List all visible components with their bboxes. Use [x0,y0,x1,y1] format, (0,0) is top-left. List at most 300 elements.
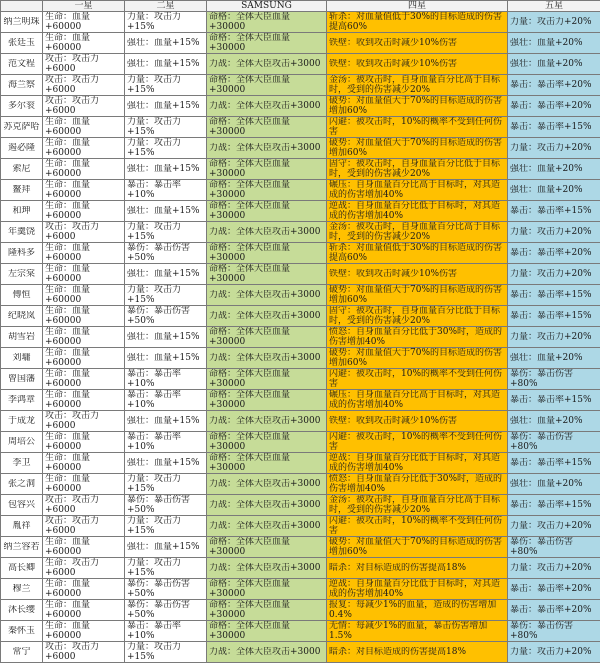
star-5-cell [508,54,600,75]
star-4-cell-text: 暗杀：对目标造成的伤害提高18% [329,563,505,573]
star-4-cell-text: 闪避：被攻击时，10%的概率不受到任何伤害 [329,369,505,389]
star-4-cell [327,558,508,579]
table-row [1,537,600,558]
star-2-cell-text: 力量：攻击力+15% [127,558,204,578]
star-4-cell-text: 金汤：被攻击时，自身血量百分比高于目标时，受到的伤害减少20% [329,222,505,242]
star-3-cell-text: 命格：全体大臣血量+30000 [209,537,324,557]
star-1-cell-text: 生命：血量+60000 [45,453,122,473]
hero-name [1,600,43,621]
star-1-cell-text: 攻击：攻击力+6000 [45,222,122,242]
star-4-cell [327,159,508,180]
hero-name [1,243,43,264]
star-5-cell [508,369,600,390]
header-star-5: 五星 [508,1,600,12]
star-4-cell-text: 斩杀：对血量值低于30%的目标造成的伤害提高60% [329,12,505,32]
table-row [1,348,600,369]
star-5-cell [508,201,600,222]
star-2-cell [125,621,207,642]
star-3-cell-text: 命格：全体大臣血量+30000 [209,621,324,641]
star-1-cell [43,369,125,390]
star-1-cell-text: 生命：血量+60000 [45,159,122,179]
star-2-cell-text: 力量：攻击力+15% [127,117,204,137]
table-row [1,180,600,201]
header-star-2: 二星 [125,1,207,12]
star-1-cell [43,348,125,369]
star-4-cell-text: 闪避：被攻击时，10%的概率不受到任何伤害 [329,516,505,536]
star-1-cell-text: 攻击：攻击力+6000 [45,54,122,74]
star-3-cell [207,54,327,75]
star-2-cell [125,453,207,474]
star-1-cell [43,432,125,453]
star-5-cell [508,138,600,159]
star-2-cell [125,348,207,369]
hero-name-text: 李鸿章 [1,395,42,405]
star-4-cell [327,33,508,54]
star-3-cell-text: 力战：全体大臣攻击+3000 [209,353,324,363]
star-3-cell-text: 命格：全体大臣血量+30000 [209,453,324,473]
star-1-cell-text: 攻击：攻击力+6000 [45,516,122,536]
star-4-cell-text: 破势：对血量值大于70%的目标造成的伤害增加60% [329,348,505,368]
star-1-cell-text: 攻击：攻击力+6000 [45,96,122,116]
star-3-cell-text: 命格：全体大臣血量+30000 [209,117,324,137]
table-row [1,390,600,411]
star-4-cell-text: 碾压：自身血量百分比高于目标时，对其造成的伤害增加40% [329,390,505,410]
star-3-cell [207,432,327,453]
star-5-cell-text: 暴击：暴击率+20% [510,584,598,594]
star-5-cell-text: 暴击：暴击率+15% [510,395,598,405]
star-2-cell-text: 力量：攻击力+15% [127,138,204,158]
star-4-cell-text: 碾压：自身血量百分比高于目标时，对其造成的伤害增加40% [329,180,505,200]
star-4-cell [327,516,508,537]
hero-name-text: 隆科多 [1,248,42,258]
star-2-cell-text: 力量：攻击力+15% [127,474,204,494]
star-1-cell-text: 生命：血量+60000 [45,33,122,53]
star-2-cell [125,369,207,390]
table-row [1,642,600,663]
table-row [1,474,600,495]
table-row [1,516,600,537]
star-2-cell-text: 暴击：暴击率+10% [127,390,204,410]
star-4-cell [327,54,508,75]
hero-name [1,180,43,201]
star-5-cell [508,453,600,474]
hero-name-text: 胤祥 [1,521,42,531]
star-3-cell-text: 命格：全体大臣血量+30000 [209,432,324,452]
star-5-cell-text: 暴击：暴击率+15% [510,311,598,321]
star-3-cell-text: 力战：全体大臣攻击+3000 [209,479,324,489]
star-1-cell [43,642,125,663]
star-5-cell-text: 暴伤：暴击伤害+80% [510,621,598,641]
hero-name-text: 鳌拜 [1,185,42,195]
star-5-cell-text: 强壮：血量+20% [510,38,598,48]
star-4-cell-text: 固守：被攻击时，自身血量百分比低于目标时，受到的伤害减少20% [329,306,505,326]
star-4-cell-text: 金汤：被攻击时，自身血量百分比高于目标时，受到的伤害减少20% [329,75,505,95]
star-5-cell [508,411,600,432]
table-row [1,600,600,621]
star-1-cell-text: 生命：血量+60000 [45,348,122,368]
star-5-cell [508,432,600,453]
star-2-cell [125,180,207,201]
star-5-cell-text: 强壮：血量+20% [510,416,598,426]
star-5-cell [508,516,600,537]
star-4-cell-text: 铁壁：收到攻击时减少10%伤害 [329,416,505,426]
hero-name-text: 苏克萨哈 [1,122,42,132]
hero-name [1,264,43,285]
star-2-cell [125,75,207,96]
star-3-cell [207,390,327,411]
star-2-cell-text: 暴伤：暴击伤害+50% [127,579,204,599]
hero-name [1,33,43,54]
star-3-cell [207,180,327,201]
star-1-cell [43,33,125,54]
star-2-cell-text: 暴击：暴击率+10% [127,432,204,452]
star-3-cell [207,12,327,33]
star-2-cell-text: 暴伤：暴击伤害+50% [127,600,204,620]
star-5-cell-text: 力量：攻击力+20% [510,332,598,342]
star-2-cell [125,264,207,285]
table-row [1,327,600,348]
star-2-cell [125,201,207,222]
hero-name [1,54,43,75]
star-3-cell [207,306,327,327]
star-1-cell [43,579,125,600]
hero-name [1,327,43,348]
hero-name [1,390,43,411]
star-2-cell [125,222,207,243]
star-3-cell [207,75,327,96]
header-name [1,1,43,12]
star-1-cell [43,327,125,348]
hero-name [1,516,43,537]
hero-name [1,285,43,306]
table-row [1,453,600,474]
star-4-cell [327,369,508,390]
star-4-cell [327,180,508,201]
star-5-cell-text: 力量：攻击力+20% [510,563,598,573]
table-body [1,12,600,663]
star-1-cell [43,411,125,432]
hero-name-text: 曾国藩 [1,374,42,384]
hero-name-text: 刘墉 [1,353,42,363]
hero-name-text: 包容兴 [1,500,42,510]
star-1-cell-text: 生命：血量+60000 [45,390,122,410]
star-2-cell-text: 力量：攻击力+15% [127,285,204,305]
star-1-cell [43,117,125,138]
star-4-cell-text: 逆战：自身血量百分比低于目标时，对其造成的伤害增加40% [329,201,505,221]
star-4-cell [327,75,508,96]
star-5-cell-text: 力量：攻击力+20% [510,143,598,153]
star-2-cell [125,138,207,159]
star-1-cell [43,222,125,243]
hero-name [1,432,43,453]
star-5-cell [508,495,600,516]
table-row [1,138,600,159]
star-3-cell-text: 力战：全体大臣攻击+3000 [209,101,324,111]
star-4-cell-text: 暗杀：对目标造成的伤害提高18% [329,647,505,657]
star-5-cell-text: 力量：攻击力+20% [510,647,598,657]
star-2-cell-text: 暴伤：暴击伤害+50% [127,495,204,515]
header-star-1: 一星 [43,1,125,12]
star-2-cell [125,495,207,516]
hero-name [1,453,43,474]
star-5-cell-text: 暴击：暴击率+15% [510,458,598,468]
star-1-cell [43,390,125,411]
star-3-cell-text: 命格：全体大臣血量+30000 [209,327,324,347]
table-row [1,285,600,306]
star-3-cell [207,495,327,516]
star-2-cell-text: 强壮：血量+15% [127,353,204,363]
hero-name [1,411,43,432]
star-4-cell [327,642,508,663]
star-5-cell [508,159,600,180]
star-2-cell-text: 力量：攻击力+15% [127,12,204,32]
star-1-cell-text: 生命：血量+60000 [45,600,122,620]
star-2-cell [125,285,207,306]
table-row [1,159,600,180]
star-2-cell [125,474,207,495]
star-3-cell [207,537,327,558]
table-row [1,243,600,264]
table-row [1,33,600,54]
star-4-cell-text: 闪避：被攻击时，10%的概率不受到任何伤害 [329,432,505,452]
star-5-cell-text: 暴伤：暴击伤害+80% [510,369,598,389]
star-3-cell-text: 命格：全体大臣血量+30000 [209,12,324,32]
table-row [1,264,600,285]
hero-name [1,558,43,579]
hero-name-text: 常宁 [1,647,42,657]
star-2-cell-text: 强壮：血量+15% [127,59,204,69]
star-2-cell [125,54,207,75]
hero-name-text: 沐长缨 [1,605,42,615]
star-4-cell-text: 逆战：自身血量百分比低于目标时，对其造成的伤害增加40% [329,453,505,473]
star-3-cell-text: 命格：全体大臣血量+30000 [209,369,324,389]
star-2-cell-text: 暴伤：暴击伤害+50% [127,243,204,263]
star-5-cell [508,600,600,621]
star-1-cell-text: 攻击：攻击力+6000 [45,495,122,515]
star-5-cell-text: 暴击：暴击率+15% [510,122,598,132]
star-5-cell-text: 强壮：血量+20% [510,164,598,174]
star-3-cell [207,264,327,285]
star-3-cell [207,138,327,159]
star-5-cell [508,579,600,600]
star-3-cell [207,600,327,621]
star-2-cell [125,516,207,537]
star-3-cell-text: 力战：全体大臣攻击+3000 [209,500,324,510]
star-4-cell [327,327,508,348]
star-3-cell-text: 力战：全体大臣攻击+3000 [209,563,324,573]
star-4-cell [327,12,508,33]
hero-name-text: 索尼 [1,164,42,174]
star-5-cell-text: 暴击：暴击率+20% [510,605,598,615]
hero-name-text: 秦怀玉 [1,626,42,636]
star-3-cell [207,558,327,579]
star-1-cell-text: 生命：血量+60000 [45,306,122,326]
star-5-cell [508,243,600,264]
star-5-cell [508,306,600,327]
star-4-cell [327,117,508,138]
star-1-cell-text: 生命：血量+60000 [45,327,122,347]
table-row [1,579,600,600]
star-5-cell-text: 力量：攻击力+20% [510,227,598,237]
star-2-cell-text: 暴伤：暴击伤害+50% [127,306,204,326]
star-5-cell-text: 暴击：暴击率+20% [510,248,598,258]
star-2-cell [125,327,207,348]
star-4-cell [327,285,508,306]
hero-name [1,96,43,117]
star-1-cell [43,600,125,621]
hero-name [1,306,43,327]
star-1-cell [43,159,125,180]
star-2-cell [125,411,207,432]
table-row [1,96,600,117]
star-2-cell [125,537,207,558]
star-5-cell [508,390,600,411]
star-3-cell [207,369,327,390]
star-3-cell-text: 命格：全体大臣血量+30000 [209,264,324,284]
star-2-cell-text: 强壮：血量+15% [127,38,204,48]
star-1-cell [43,285,125,306]
hero-name [1,222,43,243]
star-1-cell [43,495,125,516]
hero-name-text: 和珅 [1,206,42,216]
star-3-cell [207,96,327,117]
star-2-cell-text: 力量：攻击力+15% [127,75,204,95]
star-3-cell-text: 力战：全体大臣攻击+3000 [209,290,324,300]
hero-name [1,474,43,495]
star-1-cell [43,75,125,96]
star-4-cell [327,348,508,369]
star-4-cell [327,474,508,495]
table-row [1,54,600,75]
star-1-cell-text: 生命：血量+60000 [45,201,122,221]
star-4-cell-text: 固守：被攻击时，自身血量百分比低于目标时，受到的伤害减少20% [329,159,505,179]
star-1-cell [43,96,125,117]
star-5-cell [508,537,600,558]
star-3-cell [207,243,327,264]
star-3-cell-text: 力战：全体大臣攻击+3000 [209,143,324,153]
hero-name [1,159,43,180]
star-4-cell [327,138,508,159]
star-1-cell-text: 生命：血量+60000 [45,474,122,494]
star-4-cell [327,201,508,222]
hero-name-text: 傅恒 [1,290,42,300]
star-3-cell-text: 命格：全体大臣血量+30000 [209,201,324,221]
star-1-cell-text: 生命：血量+60000 [45,432,122,452]
star-2-cell [125,33,207,54]
table-row [1,75,600,96]
star-1-cell [43,306,125,327]
hero-name-text: 范文程 [1,59,42,69]
star-2-cell-text: 强壮：血量+15% [127,458,204,468]
star-5-cell [508,33,600,54]
hero-name [1,369,43,390]
star-3-cell-text: 力战：全体大臣攻击+3000 [209,521,324,531]
star-4-cell-text: 闪避：被攻击时，10%的概率不受到任何伤害 [329,117,505,137]
star-3-cell [207,516,327,537]
star-5-cell-text: 暴击：暴击率+20% [510,101,598,111]
table-row [1,369,600,390]
star-1-cell [43,12,125,33]
star-4-cell [327,411,508,432]
star-1-cell-text: 生命：血量+60000 [45,621,122,641]
star-5-cell-text: 暴伤：暴击伤害+80% [510,432,598,452]
star-1-cell [43,201,125,222]
star-3-cell-text: 命格：全体大臣血量+30000 [209,33,324,53]
hero-name-text: 高长卿 [1,563,42,573]
star-3-cell-text: 命格：全体大臣血量+30000 [209,243,324,263]
star-2-cell-text: 强壮：血量+15% [127,332,204,342]
star-2-cell-text: 强壮：血量+15% [127,206,204,216]
star-1-cell-text: 生命：血量+60000 [45,285,122,305]
star-1-cell-text: 生命：血量+60000 [45,117,122,137]
star-2-cell [125,96,207,117]
star-5-cell [508,327,600,348]
star-1-cell-text: 攻击：攻击力+6000 [45,642,122,662]
star-3-cell [207,579,327,600]
star-1-cell [43,537,125,558]
star-2-cell-text: 强壮：血量+15% [127,101,204,111]
star-4-cell [327,537,508,558]
star-2-cell [125,117,207,138]
star-3-cell [207,222,327,243]
star-5-cell [508,621,600,642]
hero-name [1,621,43,642]
star-3-cell-text: 力战：全体大臣攻击+3000 [209,311,324,321]
star-1-cell [43,516,125,537]
table-row [1,222,600,243]
header-star-3: SAMSUNG [207,1,327,12]
star-4-cell-text: 报复：每减少1%的血量，造成的伤害增加0.4% [329,600,505,620]
star-2-cell [125,12,207,33]
hero-name [1,117,43,138]
star-3-cell [207,117,327,138]
star-3-cell-text: 命格：全体大臣血量+30000 [209,579,324,599]
star-5-cell-text: 暴击：暴击率+15% [510,206,598,216]
star-3-cell [207,201,327,222]
hero-name-text: 张廷玉 [1,38,42,48]
hero-name [1,495,43,516]
star-4-cell-text: 铁壁：收到攻击时减少10%伤害 [329,59,505,69]
star-1-cell-text: 生命：血量+60000 [45,264,122,284]
star-5-cell [508,222,600,243]
star-2-cell [125,159,207,180]
star-4-cell [327,390,508,411]
star-3-cell-text: 命格：全体大臣血量+30000 [209,159,324,179]
table-row [1,495,600,516]
star-5-cell [508,180,600,201]
star-2-cell-text: 力量：攻击力+15% [127,222,204,242]
star-4-cell-text: 逆战：自身血量百分比低于目标时，对其造成的伤害增加40% [329,579,505,599]
star-1-cell [43,138,125,159]
star-4-cell [327,222,508,243]
star-3-cell [207,327,327,348]
hero-name-text: 胡雪岩 [1,332,42,342]
star-4-cell [327,600,508,621]
hero-name-text: 年羹饶 [1,227,42,237]
header-row [1,1,600,12]
star-5-cell-text: 强壮：血量+20% [510,479,598,489]
star-3-cell [207,159,327,180]
star-3-cell [207,453,327,474]
star-4-cell-text: 破势：对血量值大于70%的目标造成的伤害增加60% [329,138,505,158]
star-4-cell [327,432,508,453]
star-1-cell-text: 生命：攻击力+6000 [45,558,122,578]
star-5-cell [508,348,600,369]
table-row [1,558,600,579]
star-1-cell-text: 生命：血量+60000 [45,579,122,599]
star-4-cell-text: 破势：对血量值大于70%的目标造成的伤害增加60% [329,537,505,557]
hero-name [1,75,43,96]
